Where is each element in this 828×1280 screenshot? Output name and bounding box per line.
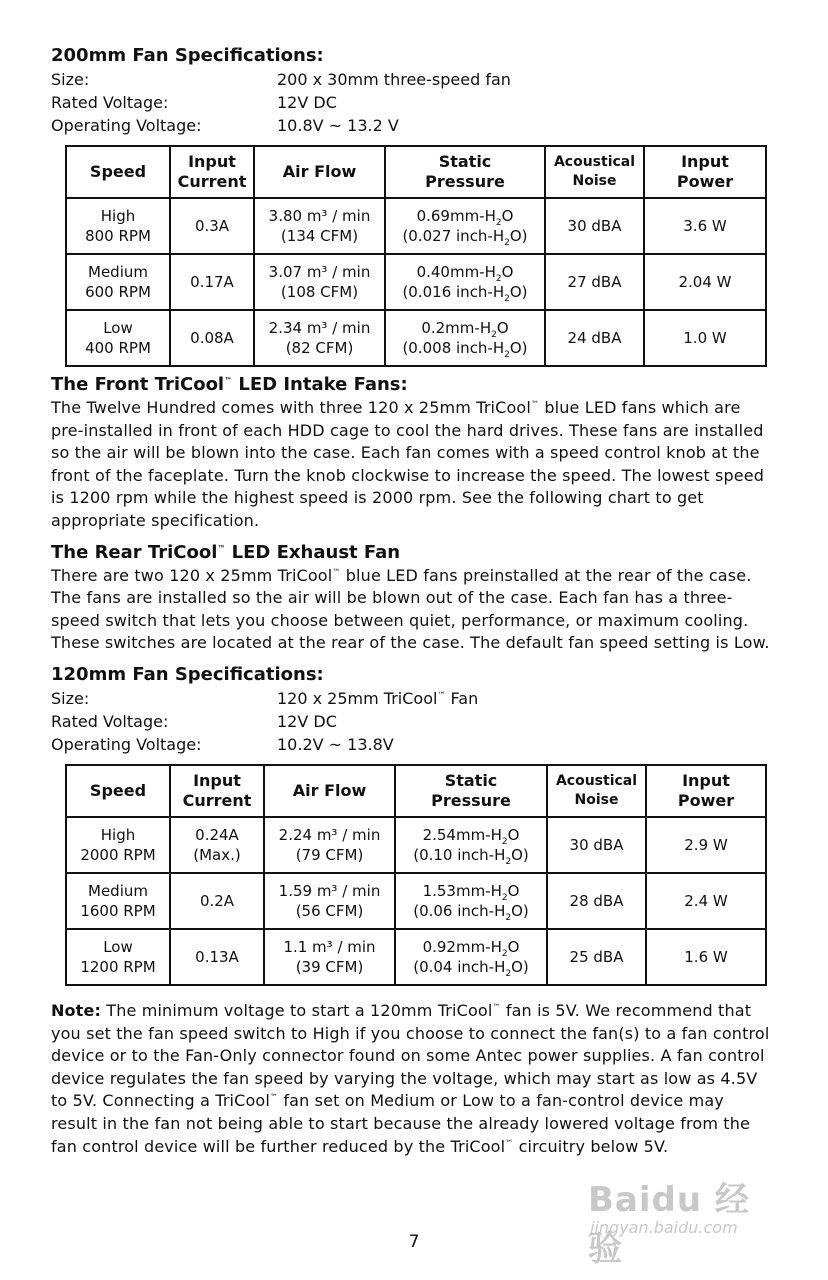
- cell-pressure: $0.40mm-H_2O$ (0.016 inch-$H_2O$): [385, 254, 545, 310]
- cell-noise: 28 dBA: [547, 873, 646, 929]
- header-static-pressure: Static Pressure: [395, 765, 547, 817]
- spec120-rated-voltage: Rated Voltage: 12V DC: [51, 711, 337, 731]
- cell-power: 3.6 W: [644, 198, 766, 254]
- header-acoustical-noise: Acoustical Noise: [545, 146, 644, 198]
- cell-power: 1.6 W: [646, 929, 766, 985]
- cell-current: 0.3A: [170, 198, 254, 254]
- rear-fan-text: There are two 120 x 25mm TriCool™ blue LED fans preinstalled at the rear of the case. The fans are installed so the air will be blown out of the case. Each fan has a three-speed switch that lets you choose between quiet, performance, or maximum cooling. These switches are located at the rear of the case. The default fan speed setting is Low.: [51, 565, 770, 653]
- watermark-url: jingyan.baidu.com: [590, 1218, 738, 1237]
- header-air-flow: Air Flow: [264, 765, 395, 817]
- table-row: [66, 310, 766, 366]
- cell-noise: 27 dBA: [545, 254, 644, 310]
- cell-pressure: $1.53mm-H_2O$ (0.06 inch-$H_2O$): [395, 873, 547, 929]
- header-input-current: Input Current: [170, 765, 264, 817]
- spec200-size: Size: 200 x 30mm three-speed fan: [51, 70, 511, 89]
- spec200-operating-voltage: Operating Voltage: 10.8V ~ 13.2 V: [51, 116, 399, 135]
- header-speed: Speed: [66, 146, 170, 198]
- table-row: [66, 198, 766, 254]
- spec120-size: Size: 120 x 25mm TriCool™ Fan: [51, 688, 479, 708]
- cell-speed: Medium 600 RPM: [66, 254, 170, 310]
- cell-power: 2.4 W: [646, 873, 766, 929]
- cell-speed: Low 1200 RPM: [66, 929, 170, 985]
- cell-noise: 25 dBA: [547, 929, 646, 985]
- cell-current: 0.17A: [170, 254, 254, 310]
- front-fans-text: The Twelve Hundred comes with three 120 x 25mm TriCool™ blue LED fans which are pre-installed in front of each HDD cage to cool the hard drives. These fans are installed so the air will be blown into the case. Each fan comes with a speed control knob at the front of the faceplate. Turn the knob clockwise to increase the speed. The lowest speed is 1200 rpm while the highest speed is 2000 rpm. See the following chart to get appropriate specification.: [51, 398, 765, 530]
- header-input-power: Input Power: [644, 146, 766, 198]
- cell-speed: High 2000 RPM: [66, 817, 170, 873]
- table-row: [66, 254, 766, 310]
- header-input-power: Input Power: [646, 765, 766, 817]
- table-row: [66, 817, 766, 873]
- header-acoustical-noise: Acoustical Noise: [547, 765, 646, 817]
- rear-fan-title: The Rear TriCool™ LED Exhaust Fan: [51, 541, 401, 563]
- cell-current: 0.08A: [170, 310, 254, 366]
- cell-current: 0.2A: [170, 873, 264, 929]
- cell-pressure: $0.2mm-H_2O$ (0.008 inch-$H_2O$): [385, 310, 545, 366]
- note-label: Note:: [51, 1000, 102, 1020]
- header-air-flow: Air Flow: [254, 146, 385, 198]
- cell-air-flow: 3.07 m³ / min (108 CFM): [254, 254, 385, 310]
- page-number: 7: [408, 1232, 420, 1252]
- cell-air-flow: 3.80 m³ / min (134 CFM): [254, 198, 385, 254]
- baidu-watermark: [588, 1172, 778, 1269]
- note-paragraph: Note: The minimum voltage to start a 120mm TriCool™ fan is 5V. We recommend that you set the fan speed switch to High if you choose to connect the fan(s) to a fan control device or to the Fan-Only connector found on some Antec power supplies. A fan control device regulates the fan speed by varying the voltage, which may start as low as 4.5V to 5V. Connecting a TriCool™ fan set on Medium or Low to a fan-control device may result in the fan not being able to start because the already lowered voltage from the fan control device will be further reduced by the TriCool™ circuitry below 5V.: [51, 1000, 770, 1156]
- cell-noise: 30 dBA: [545, 198, 644, 254]
- cell-speed: Medium 1600 RPM: [66, 873, 170, 929]
- spec200-table: [65, 145, 767, 367]
- table-row: [66, 873, 766, 929]
- cell-air-flow: 1.1 m³ / min (39 CFM): [264, 929, 395, 985]
- cell-power: 2.04 W: [644, 254, 766, 310]
- cell-noise: 30 dBA: [547, 817, 646, 873]
- spec120-table: [65, 764, 767, 986]
- cell-current: 0.24A (Max.): [170, 817, 264, 873]
- spec200-title: 200mm Fan Specifications:: [51, 45, 324, 66]
- cell-speed: High 800 RPM: [66, 198, 170, 254]
- cell-power: 2.9 W: [646, 817, 766, 873]
- cell-noise: 24 dBA: [545, 310, 644, 366]
- cell-current: 0.13A: [170, 929, 264, 985]
- cell-air-flow: 2.34 m³ / min (82 CFM): [254, 310, 385, 366]
- front-fans-title: The Front TriCool™ LED Intake Fans:: [51, 374, 408, 395]
- cell-speed: Low 400 RPM: [66, 310, 170, 366]
- manual-page: [51, 44, 771, 1158]
- cell-pressure: $2.54mm-H_2O$ (0.10 inch-$H_2O$): [395, 817, 547, 873]
- cell-air-flow: 1.59 m³ / min (56 CFM): [264, 873, 395, 929]
- cell-air-flow: 2.24 m³ / min (79 CFM): [264, 817, 395, 873]
- header-input-current: Input Current: [170, 146, 254, 198]
- header-static-pressure: Static Pressure: [385, 146, 545, 198]
- cell-power: 1.0 W: [644, 310, 766, 366]
- header-speed: Speed: [66, 765, 170, 817]
- spec200-rated-voltage: Rated Voltage: 12V DC: [51, 93, 337, 112]
- spec120-title: 120mm Fan Specifications:: [51, 663, 324, 685]
- watermark-brand: Baidu 经验: [588, 1180, 750, 1269]
- spec120-operating-voltage: Operating Voltage: 10.2V ~ 13.8V: [51, 734, 394, 754]
- cell-pressure: $0.69mm-H_2O$ (0.027 inch-$H_2O$): [385, 198, 545, 254]
- table-header-row: [66, 765, 766, 817]
- table-row: [66, 929, 766, 985]
- cell-pressure: $0.92mm-H_2O$ (0.04 inch-$H_2O$): [395, 929, 547, 985]
- table-header-row: [66, 146, 766, 198]
